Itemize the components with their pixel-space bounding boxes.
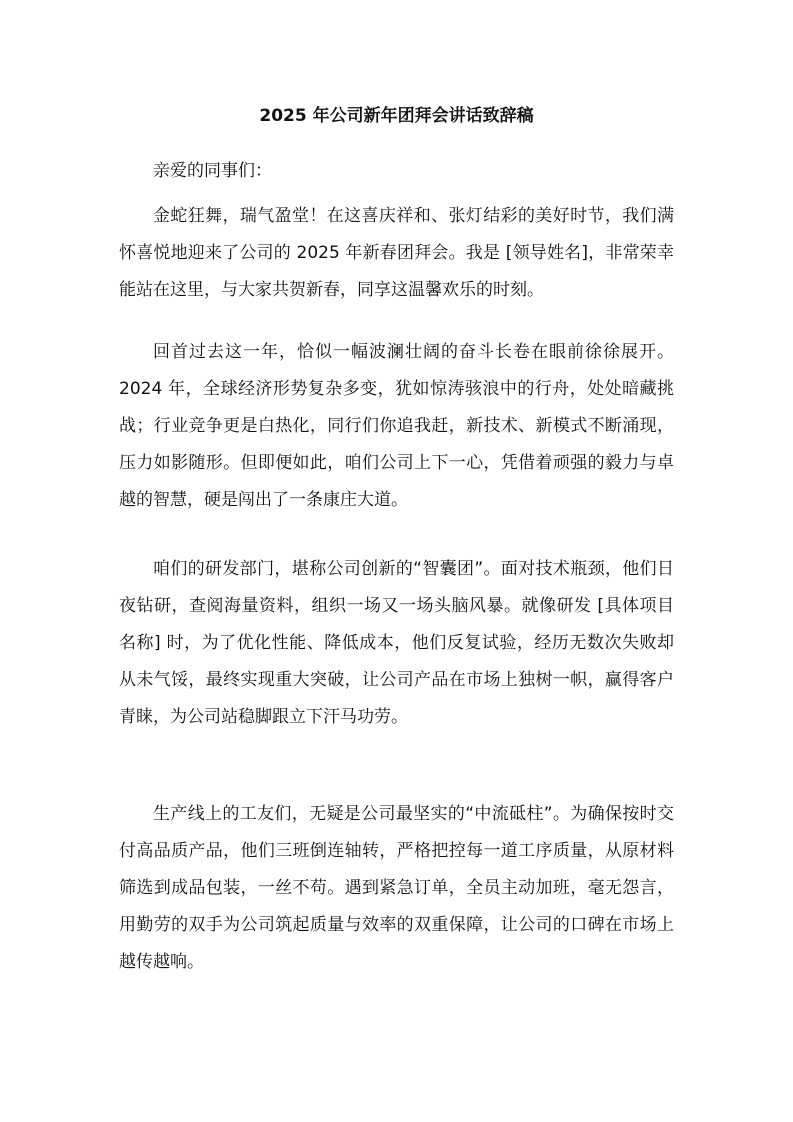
paragraph-review: 回首过去这一年，恰似一幅波澜壮阔的奋斗长卷在眼前徐徐展开。2024 年，全球经济形势复杂多变，犹如惊涛骇浪中的行舟，处处暗藏挑战；行业竞争更是白热化，同行们你追我赶，新技术、新模式不断涌现，压力如影随形。但即便如此，咱们公司上下一心，凭借着顽强的毅力与卓越的智慧，硬是闯出了一条康庄大道。 (119, 342, 674, 510)
paragraph-production: 生产线上的工友们，无疑是公司最坚实的“中流砥柱”。为确保按时交付高品质产品，他们三班倒连轴转，严格把控每一道工序质量，从原材料筛选到成品包装，一丝不苟。遇到紧急订单，全员主动加班，毫无怨言，用勤劳的双手为公司筑起质量与效率的双重保障，让公司的口碑在市场上越传越响。 (119, 804, 674, 972)
salutation: 亲爱的同事们： (153, 161, 272, 181)
document-title: 2025 年公司新年团拜会讲话致辞稿 (259, 106, 534, 126)
paragraph-opening: 金蛇狂舞，瑞气盈堂！在这喜庆祥和、张灯结彩的美好时节，我们满怀喜悦地迎来了公司的 2025 年新春团拜会。我是 [领导姓名]，非常荣幸能站在这里，与大家共贺新春，同享这温馨欢乐的时刻。 (119, 206, 674, 300)
paragraph-rnd: 咱们的研发部门，堪称公司创新的“智囊团”。面对技术瓶颈，他们日夜钻研，查阅海量资料，组织一场又一场头脑风暴。就像研发 [具体项目名称] 时，为了优化性能、降低成本，他们反复试验，经历无数次失败却从未气馁，最终实现重大突破，让公司产品在市场上独树一帜，赢得客户青睐，为公司站稳脚跟立下汗马功劳。 (119, 559, 674, 727)
